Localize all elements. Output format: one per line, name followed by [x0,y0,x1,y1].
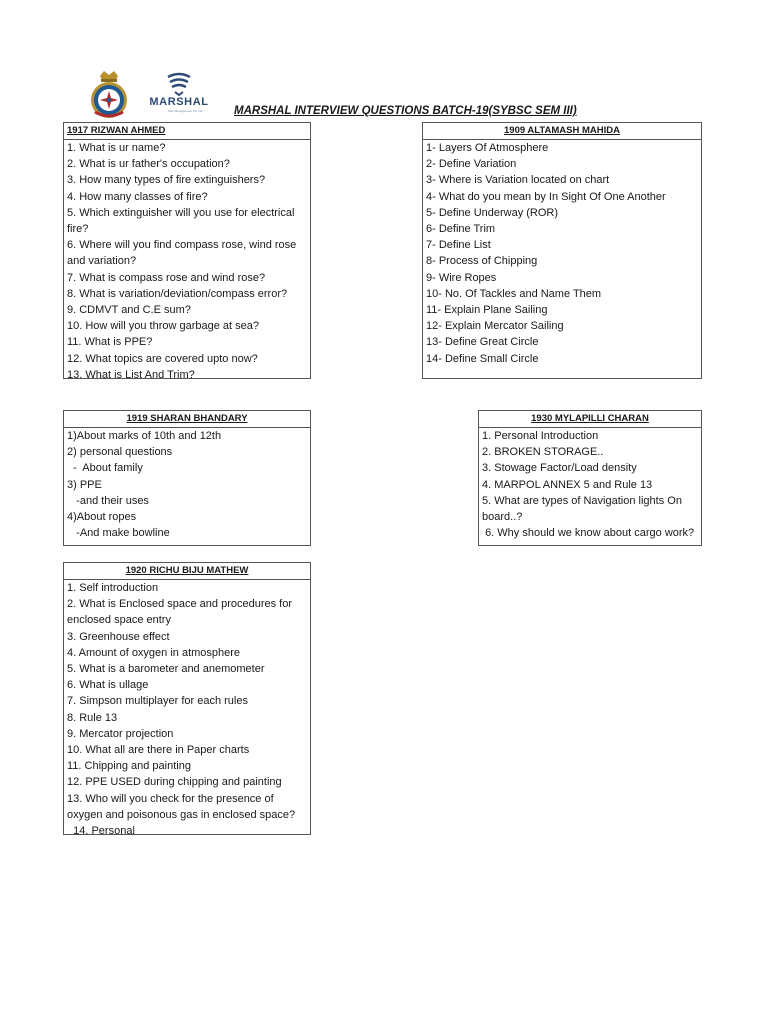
question-item: 7- Define List [426,239,491,252]
question-item: 2. What is Enclosed space and procedures for enclosed space entry [67,598,296,627]
interview-box-altamash [422,122,702,379]
question-item: 14. Personal [67,825,135,838]
question-list [423,140,701,367]
question-item: 5. Which extinguisher will you use for electrical fire? [67,206,298,236]
question-item: 5. What is a barometer and anemometer [67,663,265,676]
question-item: 12. What topics are covered upto now? [67,352,258,365]
box-heading: 1909 ALTAMASH MAHIDA [423,123,701,140]
question-item: 4- What do you mean by In Sight Of One Another [426,190,666,203]
question-item: 8. Rule 13 [67,711,118,724]
question-item: 9. Mercator projection [67,727,174,740]
question-item: 6- Define Trim [426,223,496,236]
question-item: -and their uses [67,494,149,507]
question-item: 7. What is compass rose and wind rose? [67,271,266,284]
question-item: -And make bowline [67,527,170,540]
question-list [479,428,701,541]
interview-box-richu [63,562,311,838]
question-item: 11. What is PPE? [67,336,153,349]
interview-box-rizwan [63,122,311,379]
question-item: 8. What is variation/deviation/compass error? [67,287,288,300]
question-list [64,140,310,383]
question-item: 4. MARPOL ANNEX 5 and Rule 13 [482,478,653,491]
question-item: 12- Explain Mercator Sailing [426,320,564,333]
question-item: 3. Greenhouse effect [67,630,170,643]
question-item: 1- Layers Of Atmosphere [426,142,549,154]
question-item: 4)About ropes [67,511,137,524]
question-item: 3- Where is Variation located on chart [426,174,610,187]
question-item: 10. What all are there in Paper charts [67,744,250,757]
marshal-tagline: Ship Management Pvt Ltd [167,109,203,113]
box-heading: 1917 RIZWAN AHMED [64,123,310,140]
question-item: 2. What is ur father's occupation? [67,158,230,171]
question-item: 4. Amount of oxygen in atmosphere [67,646,241,659]
question-item: 1)About marks of 10th and 12th [67,430,222,442]
question-item: 1. Self introduction [67,582,159,594]
question-item: 6. What is ullage [67,679,149,692]
question-item: 5. What are types of Navigation lights On board..? [482,494,685,524]
question-item: 11. Chipping and painting [67,760,191,773]
question-item: 11- Explain Plane Sailing [426,304,548,317]
question-item: 6. Where will you find compass rose, wind rose and variation? [67,239,300,268]
question-item: 8- Process of Chipping [426,255,538,268]
crest-icon [86,70,132,120]
question-item: 1. Personal Introduction [482,430,599,442]
question-item: 1. What is ur name? [67,142,166,154]
question-item: - About family [67,462,143,475]
question-item: 13- Define Great Circle [426,336,539,349]
box-heading: 1920 RICHU BIJU MATHEW [64,563,310,580]
interview-box-sharan [63,410,311,546]
question-item: 9- Wire Ropes [426,271,497,284]
interview-box-charan [478,410,702,546]
question-item: 10- No. Of Tackles and Name Them [426,287,602,300]
question-item: 14- Define Small Circle [426,352,539,365]
question-item: 3. Stowage Factor/Load density [482,462,637,475]
box-heading: 1919 SHARAN BHANDARY [64,411,310,428]
question-item: 13. What is List And Trim? [67,368,195,381]
question-item: 3) PPE [67,478,102,491]
waves-icon [146,72,212,96]
question-item: 6. Why should we know about cargo work? [482,527,695,540]
question-list [64,428,310,541]
question-item: 7. Simpson multiplayer for each rules [67,695,248,708]
question-item: 9. CDMVT and C.E sum? [67,304,191,317]
document-title: MARSHAL INTERVIEW QUESTIONS BATCH-19(SYBSC SEM III) [234,105,577,117]
question-item: 13. Who will you check for the presence of oxygen and poisonous gas in enclosed space? [67,792,296,821]
question-item: 3. How many types of fire extinguishers? [67,174,266,187]
marshal-wordmark: MARSHAL [149,96,209,108]
question-list [64,580,310,839]
question-item: 2. BROKEN STORAGE.. [482,446,604,459]
question-item: 4. How many classes of fire? [67,190,208,203]
question-item: 10. How will you throw garbage at sea? [67,320,259,333]
marshal-logo [146,72,212,112]
question-item: 2) personal questions [67,446,173,459]
question-item: 12. PPE USED during chipping and painting [67,776,282,789]
box-heading: 1930 MYLAPILLI CHARAN [479,411,701,428]
question-item: 2- Define Variation [426,158,517,171]
crest-logo [86,70,132,120]
question-item: 5- Define Underway (ROR) [426,206,559,219]
